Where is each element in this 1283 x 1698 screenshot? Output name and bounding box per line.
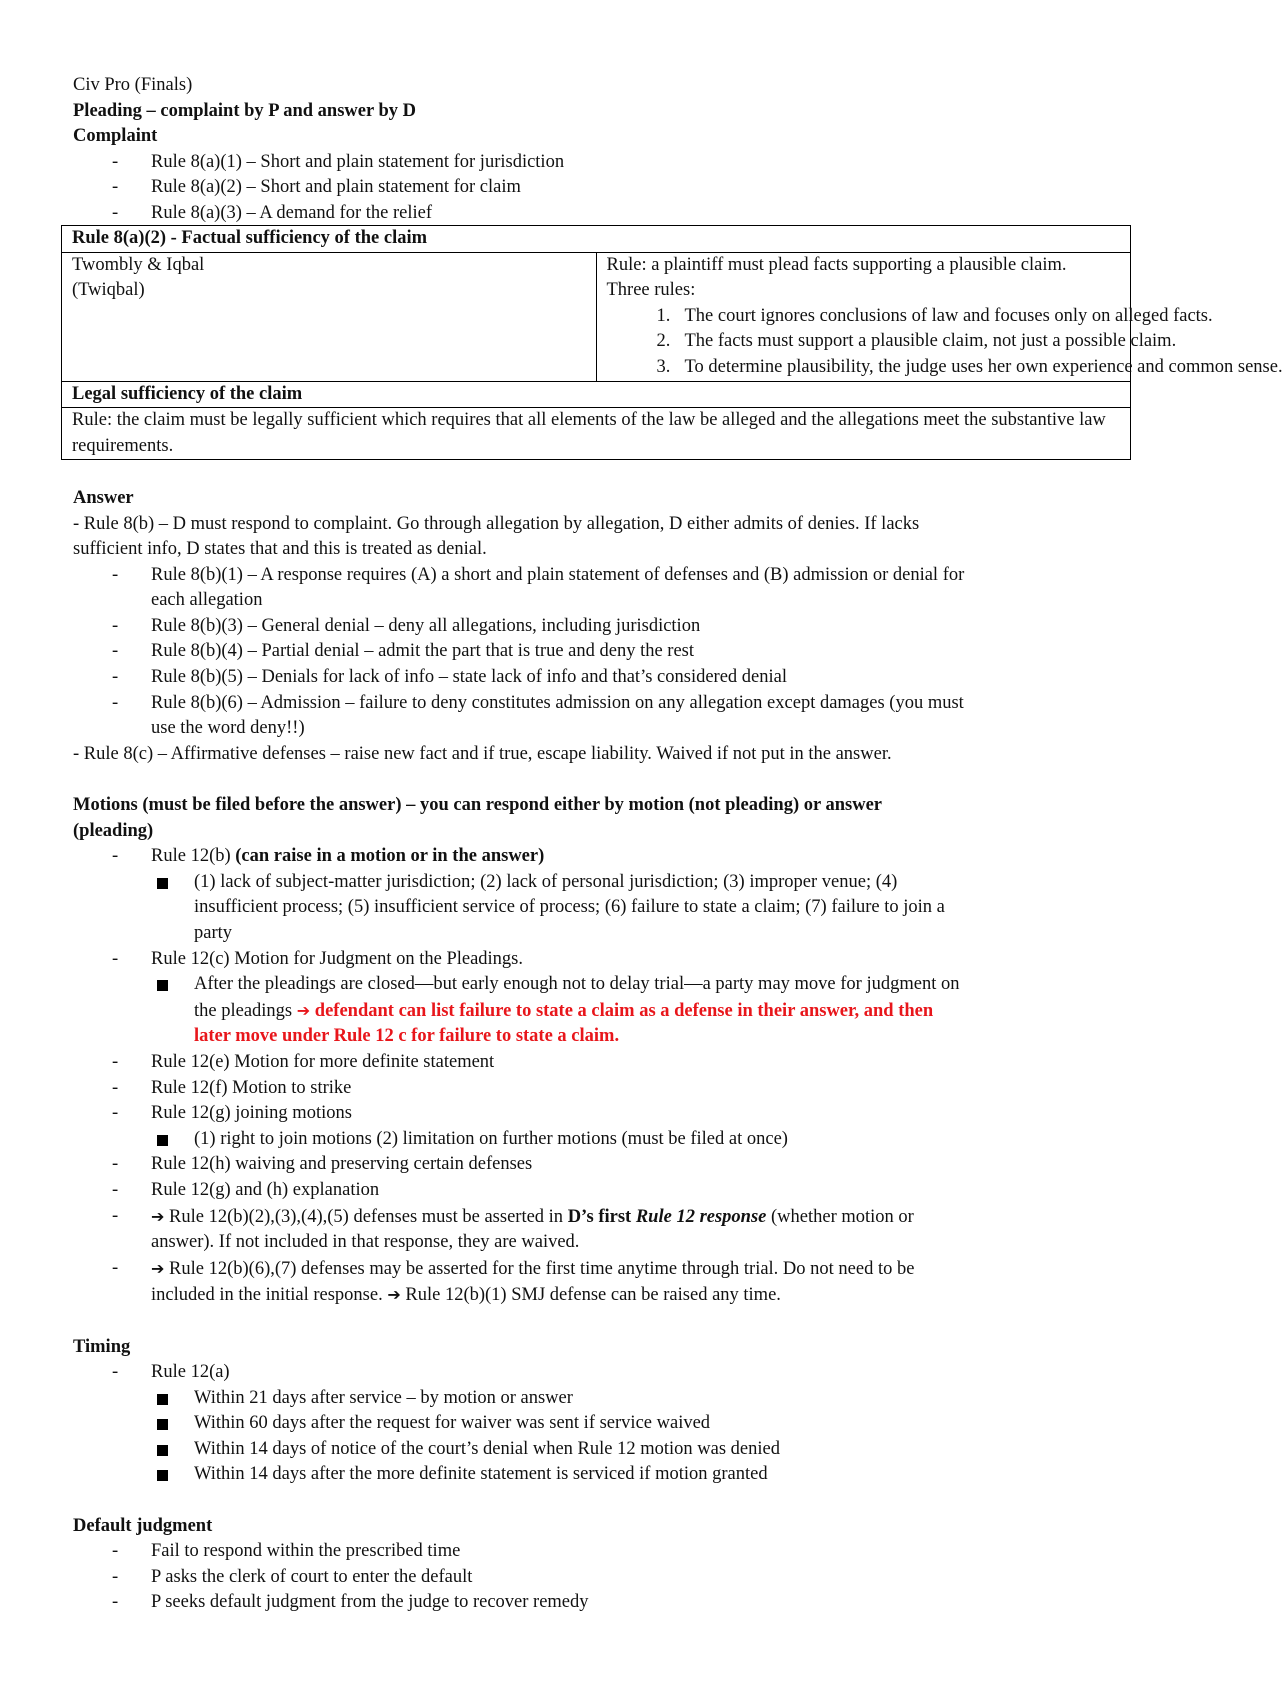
sub-item-cont: insufficient process; (5) insufficient service of process; (6) failure to state a claim; (7) failure to join a	[194, 897, 945, 918]
sub-item: (1) right to join motions (2) limitation on further motions (must be filed at once)	[73, 1127, 1133, 1153]
doc-title: Civ Pro (Finals)	[73, 75, 193, 95]
answer-intro-cont: sufficient info, D states that and this is treated as denial.	[73, 539, 487, 560]
list-item: - Rule 12(c) Motion for Judgment on the Pleadings.	[112, 948, 524, 969]
square-bullet-icon	[157, 878, 168, 889]
answer-intro: - Rule 8(b) – D must respond to complaint. Go through allegation by allegation, D either admits of denies. If lacks	[73, 513, 920, 534]
square-bullet-icon	[157, 980, 168, 991]
list-item: - ➔ Rule 12(b)(2),(3),(4),(5) defenses must be asserted in D’s first Rule 12 response (whether motion or	[112, 1205, 914, 1227]
sub-item-cont: the pleadings ➔ defendant can list failure to state a claim as a defense in their answer, and then	[194, 1000, 934, 1021]
numbered-item: 2. The facts must support a plausible claim, not just a possible claim.	[656, 331, 1177, 352]
square-bullet-icon	[157, 1419, 168, 1430]
complaint-heading: Complaint	[73, 126, 158, 147]
list-item: - Rule 8(a)(1) – Short and plain statement for jurisdiction	[112, 151, 565, 172]
factual-sufficiency-heading: Rule 8(a)(2) - Factual sufficiency of the claim	[62, 225, 1131, 252]
sub-item-cont: party	[194, 923, 233, 943]
case-name-cell: Twombly & Iqbal (Twiqbal)	[62, 252, 597, 381]
square-bullet-icon	[157, 1135, 168, 1146]
square-bullet-icon	[157, 1394, 168, 1405]
doc-subtitle: Pleading – complaint by P and answer by D	[73, 100, 416, 121]
list-item: - Rule 8(a)(2) – Short and plain statement for claim	[112, 177, 521, 198]
list-item: - Rule 12(a)	[112, 1362, 230, 1383]
list-item: - Fail to respond within the prescribed time	[112, 1541, 461, 1562]
sufficiency-table	[61, 225, 1283, 460]
timing-heading: Timing	[73, 1336, 131, 1357]
sub-item: After the pleadings are closed—but early enough not to delay trial—a party may move for judgment on	[73, 972, 1133, 998]
list-item-cont: each allegation	[151, 590, 263, 611]
arrow-right-icon: ➔	[296, 1000, 311, 1020]
list-item: - P seeks default judgment from the judge to recover remedy	[112, 1592, 589, 1613]
sub-item: (1) lack of subject-matter jurisdiction; (2) lack of personal jurisdiction; (3) improper venue; (4)	[73, 870, 1133, 896]
list-item: - Rule 12(b) (can raise in a motion or in the answer)	[112, 846, 545, 867]
numbered-item: 1. The court ignores conclusions of law and focuses only on alleged facts.	[656, 305, 1213, 326]
sub-item: Within 60 days after the request for waiver was sent if service waived	[73, 1411, 1133, 1437]
answer-outro: - Rule 8(c) – Affirmative defenses – raise new fact and if true, escape liability. Waived if not put in the answer.	[73, 743, 892, 764]
motions-heading-cont: (pleading)	[73, 820, 154, 841]
list-item: - Rule 8(b)(5) – Denials for lack of info – state lack of info and that’s considered denial	[112, 667, 787, 688]
sub-item: Within 14 days of notice of the court’s denial when Rule 12 motion was denied	[73, 1437, 1133, 1463]
list-item-cont: use the word deny!!)	[151, 718, 305, 739]
list-item: - Rule 8(b)(3) – General denial – deny all allegations, including jurisdiction	[112, 615, 701, 636]
list-item: - Rule 12(g) joining motions	[112, 1103, 352, 1124]
list-item: - Rule 8(b)(1) – A response requires (A) a short and plain statement of defenses and (B) admission or denial for	[112, 564, 965, 585]
list-item: - Rule 8(b)(4) – Partial denial – admit the part that is true and deny the rest	[112, 641, 695, 662]
legal-sufficiency-heading: Legal sufficiency of the claim	[62, 381, 1131, 408]
sub-item: Within 14 days after the more definite statement is serviced if motion granted	[73, 1462, 1133, 1488]
legal-sufficiency-rule: Rule: the claim must be legally sufficient which requires that all elements of the law be alleged and the allegations meet the substantive law requirements.	[62, 408, 1131, 460]
square-bullet-icon	[157, 1470, 168, 1481]
numbered-item: 3. To determine plausibility, the judge uses her own experience and common sense.	[656, 356, 1283, 377]
list-item: - Rule 8(a)(3) – A demand for the relief	[112, 202, 432, 223]
arrow-right-icon: ➔	[151, 1258, 165, 1278]
list-item: - P asks the clerk of court to enter the default	[112, 1566, 473, 1587]
motions-heading: Motions (must be filed before the answer) – you can respond either by motion (not pleading) or answer	[73, 795, 883, 816]
arrow-right-icon: ➔	[387, 1285, 401, 1305]
list-item: - Rule 12(g) and (h) explanation	[112, 1179, 380, 1200]
arrow-right-icon: ➔	[151, 1206, 165, 1226]
list-item: - Rule 12(e) Motion for more definite statement	[112, 1051, 495, 1072]
list-item: - Rule 8(b)(6) – Admission – failure to deny constitutes admission on any allegation except damages (you must	[112, 692, 964, 713]
sub-item: Within 21 days after service – by motion or answer	[73, 1386, 1133, 1412]
answer-heading: Answer	[73, 487, 134, 508]
list-item: - Rule 12(f) Motion to strike	[112, 1077, 352, 1098]
document-body	[72, 73, 1283, 1616]
list-item-cont: included in the initial response. ➔ Rule 12(b)(1) SMJ defense can be raised any time.	[151, 1285, 781, 1306]
list-item-cont: answer). If not included in that response, they are waived.	[151, 1232, 580, 1253]
square-bullet-icon	[157, 1445, 168, 1456]
list-item: - Rule 12(h) waiving and preserving certain defenses	[112, 1154, 533, 1175]
default-judgment-heading: Default judgment	[73, 1515, 213, 1536]
sub-item-cont: later move under Rule 12 c for failure to state a claim.	[194, 1026, 620, 1047]
list-item: - ➔ Rule 12(b)(6),(7) defenses may be asserted for the first time anytime through trial. Do not need to be	[112, 1257, 915, 1279]
rule-cell: Rule: a plaintiff must plead facts supporting a plausible claim. Three rules: 1. The court ignores conclusions of law and focuses only on alleged facts. 2. The facts must support a plausible claim, not just a possible claim. 3. To determine plausibility, the judge uses her own experience and common sense.	[596, 252, 1131, 381]
